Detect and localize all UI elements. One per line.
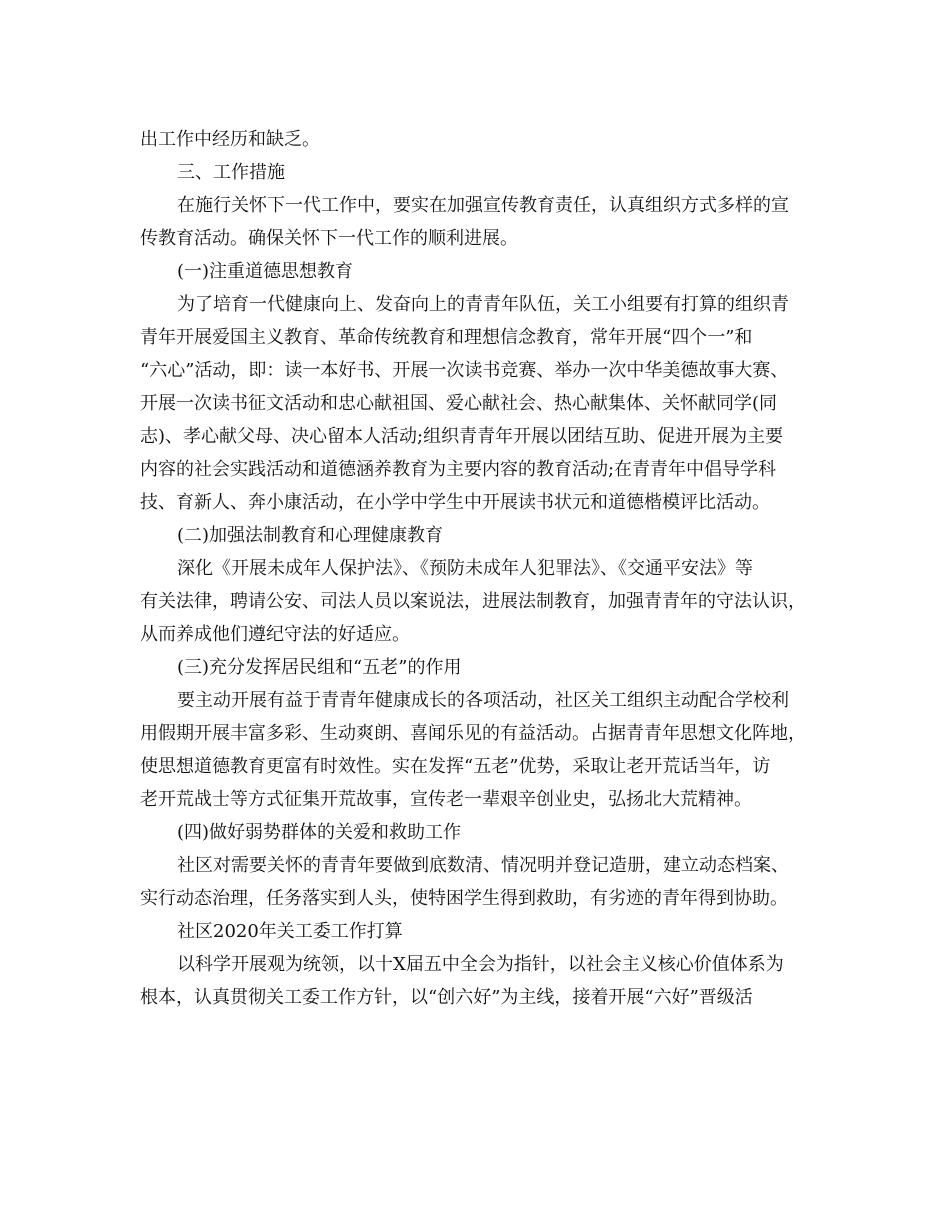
text-line: 老开荒战士等方式征集开荒故事，宣传老一辈艰辛创业史，弘扬北大荒精神。 xyxy=(140,789,752,810)
text-line: 深化《开展未成年人保护法》、《预防未成年人犯罪法》、《交通平安法》等 xyxy=(177,558,753,579)
section-heading-measures: 三、工作措施 xyxy=(177,162,285,183)
text-line-continuation: 出工作中经历和缺乏。 xyxy=(140,129,320,150)
text-line: 实行动态治理，任务落实到人头，使特困学生得到救助，有劣迹的青年得到协助。 xyxy=(140,888,788,909)
text-line: 要主动开展有益于青青年健康成长的各项活动，社区关工组织主动配合学校利 xyxy=(177,690,789,711)
text-line: 在施行关怀下一代工作中，要实在加强宣传教育责任，认真组织方式多样的宣 xyxy=(177,195,789,216)
text-line: 技、育新人、奔小康活动，在小学中学生中开展读书状元和道德楷模评比活动。 xyxy=(140,492,770,513)
text-line: 社区对需要关怀的青青年要做到底数清、情况明并登记造册，建立动态档案、 xyxy=(177,855,789,876)
text-line: 以科学开展观为统领，以十X届五中全会为指针，以社会主义核心价值体系为 xyxy=(177,954,784,975)
text-line: 传教育活动。确保关怀下一代工作的顺利进展。 xyxy=(140,228,518,249)
text-line: “六心”活动，即：读一本好书、开展一次读书竞赛、举办一次中华美德故事大赛、 xyxy=(140,360,789,381)
text-line: 开展一次读书征文活动和忠心献祖国、爱心献社会、热心献集体、关怀献同学(同 xyxy=(140,393,778,414)
text-line: 为了培育一代健康向上、发奋向上的青青年队伍，关工小组要有打算的组织青 xyxy=(177,294,789,315)
subheading-residents-role: (三)充分发挥居民组和“五老”的作用 xyxy=(177,657,462,678)
text-line: 有关法律，聘请公安、司法人员以案说法，进展法制教育，加强青青年的守法认识， xyxy=(140,591,806,612)
text-line: 从而养成他们遵纪守法的好适应。 xyxy=(140,624,410,645)
subheading-moral-education: (一)注重道德思想教育 xyxy=(177,261,354,282)
subheading-vulnerable-groups: (四)做好弱势群体的关爱和救助工作 xyxy=(177,822,462,843)
text-line: 根本，认真贯彻关工委工作方针，以“创六好”为主线，接着开展“六好”晋级活 xyxy=(140,987,753,1008)
text-line: 用假期开展丰富多彩、生动爽朗、喜闻乐见的有益活动。占据青青年思想文化阵地， xyxy=(140,723,806,744)
text-line: 内容的社会实践活动和道德涵养教育为主要内容的教育活动;在青青年中倡导学科 xyxy=(140,459,777,480)
section-heading-2020-plan: 社区2020年关工委工作打算 xyxy=(177,921,403,942)
text-line: 使思想道德教育更富有时效性。实在发挥“五老”优势，采取让老开荒话当年，访 xyxy=(140,756,771,777)
text-line: 志)、孝心献父母、决心留本人活动;组织青青年开展以团结互助、促进开展为主要 xyxy=(140,426,784,447)
subheading-legal-education: (二)加强法制教育和心理健康教育 xyxy=(177,525,444,546)
text-line: 青年开展爱国主义教育、革命传统教育和理想信念教育，常年开展“四个一”和 xyxy=(140,327,753,348)
